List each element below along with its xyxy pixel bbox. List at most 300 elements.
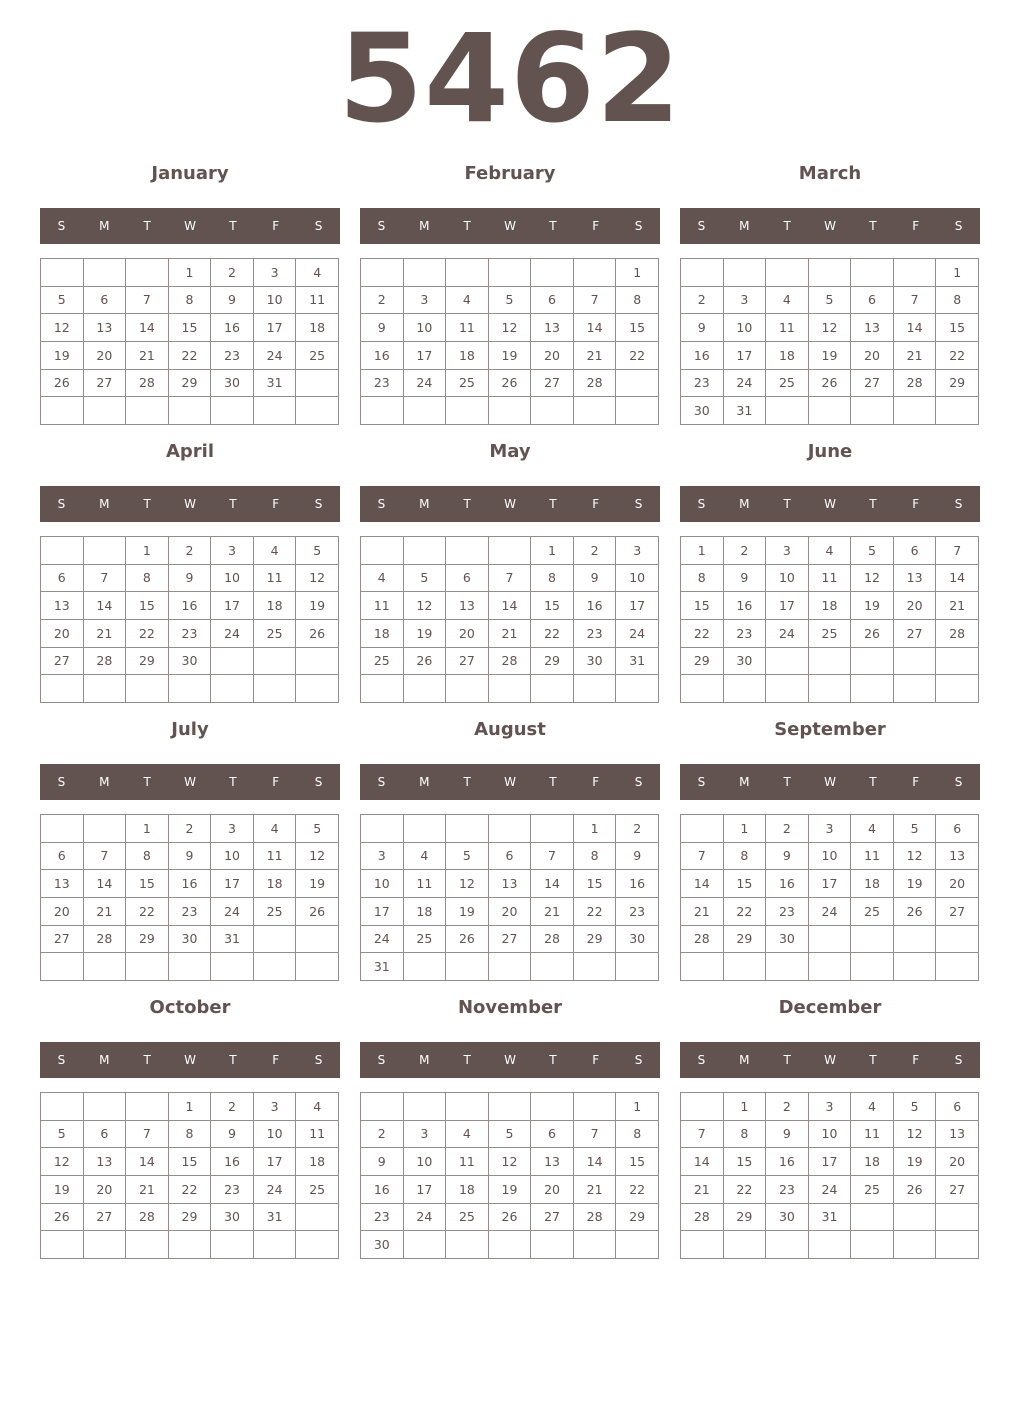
day-cell: 15 [616, 314, 659, 342]
weekday-label: M [739, 497, 750, 511]
day-cell: 17 [211, 592, 254, 620]
day-cell: 3 [808, 1093, 851, 1121]
week-row [681, 842, 979, 870]
day-cell: 11 [253, 564, 296, 592]
weekday-label: T [143, 497, 151, 511]
day-cell [488, 953, 531, 981]
day-cell: 1 [936, 259, 979, 287]
week-row [41, 953, 339, 981]
day-cell: 25 [766, 369, 809, 397]
day-cell: 12 [808, 314, 851, 342]
day-cell: 8 [936, 286, 979, 314]
week-row [361, 870, 659, 898]
day-cell: 11 [361, 592, 404, 620]
day-cell: 14 [126, 1148, 169, 1176]
day-cell [808, 259, 851, 287]
day-cell: 8 [616, 1120, 659, 1148]
day-cell: 26 [41, 369, 84, 397]
day-cell: 8 [168, 286, 211, 314]
week-row [681, 1175, 979, 1203]
day-cell: 5 [296, 815, 339, 843]
day-cell [808, 953, 851, 981]
day-cell: 24 [766, 619, 809, 647]
day-cell: 27 [488, 925, 531, 953]
weekday-label: S [954, 219, 963, 233]
day-cell: 22 [573, 897, 616, 925]
weekday-label: M [739, 775, 750, 789]
day-cell: 17 [766, 592, 809, 620]
day-cell: 22 [168, 1175, 211, 1203]
month-name: June [807, 441, 853, 462]
day-cell: 28 [573, 1203, 616, 1231]
day-cell [488, 675, 531, 703]
day-cell [766, 1231, 809, 1259]
weekday-label: W [504, 775, 516, 789]
week-row [361, 369, 659, 397]
day-cell: 2 [361, 1120, 404, 1148]
day-cell: 12 [446, 870, 489, 898]
day-cell: 22 [126, 897, 169, 925]
day-cell: 30 [211, 1203, 254, 1231]
week-row [41, 1120, 339, 1148]
day-cell [851, 647, 894, 675]
day-cell: 23 [211, 341, 254, 369]
weekday-label: F [592, 1053, 600, 1067]
day-cell: 21 [573, 341, 616, 369]
day-cell [211, 675, 254, 703]
weekday-label: S [634, 219, 643, 233]
day-cell: 13 [83, 1148, 126, 1176]
week-row [41, 592, 339, 620]
day-cell: 31 [253, 369, 296, 397]
day-cell [296, 647, 339, 675]
day-cell [253, 1231, 296, 1259]
day-cell: 1 [168, 1093, 211, 1121]
weekday-label: T [143, 775, 151, 789]
week-row [681, 675, 979, 703]
day-cell [766, 675, 809, 703]
day-cell [573, 675, 616, 703]
day-cell [766, 953, 809, 981]
day-cell: 3 [403, 286, 446, 314]
week-row [361, 619, 659, 647]
day-cell [296, 1231, 339, 1259]
day-cell: 22 [126, 619, 169, 647]
day-cell [766, 259, 809, 287]
day-cell: 25 [446, 369, 489, 397]
week-row [681, 1093, 979, 1121]
day-cell: 15 [531, 592, 574, 620]
day-cell: 2 [168, 537, 211, 565]
weekday-label: T [549, 775, 557, 789]
day-cell: 24 [253, 341, 296, 369]
day-cell: 10 [211, 842, 254, 870]
day-cell [893, 647, 936, 675]
month-name: September [774, 719, 886, 740]
day-cell: 29 [681, 647, 724, 675]
weekday-label: T [229, 219, 237, 233]
day-cell [253, 647, 296, 675]
day-cell: 9 [681, 314, 724, 342]
day-cell: 9 [723, 564, 766, 592]
day-cell [723, 1231, 766, 1259]
day-cell: 8 [723, 1120, 766, 1148]
day-cell: 28 [83, 647, 126, 675]
weekday-label: S [954, 775, 963, 789]
week-row [361, 842, 659, 870]
day-cell [573, 1231, 616, 1259]
weekday-label: S [314, 219, 323, 233]
month-name: February [464, 163, 556, 184]
day-cell: 7 [893, 286, 936, 314]
day-cell [83, 1093, 126, 1121]
day-cell: 7 [573, 1120, 616, 1148]
day-cell: 1 [573, 815, 616, 843]
day-cell [723, 675, 766, 703]
day-cell: 26 [296, 619, 339, 647]
weekday-header [40, 1042, 340, 1078]
day-cell: 16 [211, 1148, 254, 1176]
day-cell [126, 259, 169, 287]
day-cell: 19 [851, 592, 894, 620]
day-cell: 30 [723, 647, 766, 675]
day-cell: 24 [808, 1175, 851, 1203]
day-cell: 11 [296, 286, 339, 314]
week-row [41, 341, 339, 369]
day-cell: 20 [531, 1175, 574, 1203]
day-cell: 19 [41, 1175, 84, 1203]
day-cell: 13 [41, 870, 84, 898]
weekday-header [680, 1042, 980, 1078]
day-cell: 26 [488, 1203, 531, 1231]
week-row [681, 286, 979, 314]
day-cell: 4 [253, 537, 296, 565]
day-cell: 20 [41, 897, 84, 925]
weekday-label: T [549, 219, 557, 233]
weekday-label: M [99, 775, 110, 789]
day-cell [851, 675, 894, 703]
day-cell: 23 [766, 1175, 809, 1203]
day-cell [403, 1093, 446, 1121]
weekday-label: W [504, 219, 516, 233]
day-cell: 10 [403, 314, 446, 342]
day-cell: 9 [573, 564, 616, 592]
day-cell: 7 [83, 564, 126, 592]
day-cell [851, 259, 894, 287]
day-cell: 7 [681, 842, 724, 870]
day-cell [936, 647, 979, 675]
day-cell: 18 [808, 592, 851, 620]
day-cell: 22 [936, 341, 979, 369]
day-cell [681, 815, 724, 843]
day-cell [681, 1093, 724, 1121]
day-cell [851, 1231, 894, 1259]
day-cell: 10 [361, 870, 404, 898]
day-cell: 7 [681, 1120, 724, 1148]
day-cell: 13 [851, 314, 894, 342]
weekday-label: M [419, 775, 430, 789]
day-cell: 18 [446, 341, 489, 369]
weekday-label: W [184, 219, 196, 233]
weekday-header [360, 764, 660, 800]
day-cell: 29 [723, 1203, 766, 1231]
year-title: 5462 [338, 8, 682, 150]
weekday-label: S [57, 775, 66, 789]
day-cell [893, 259, 936, 287]
day-cell [936, 1231, 979, 1259]
day-cell [531, 815, 574, 843]
weekday-label: S [314, 1053, 323, 1067]
weekday-label: W [184, 497, 196, 511]
day-cell: 28 [83, 925, 126, 953]
month-name: October [149, 997, 231, 1018]
weekday-label: T [463, 1053, 471, 1067]
weekday-label: M [739, 219, 750, 233]
day-cell: 31 [808, 1203, 851, 1231]
day-cell: 12 [488, 1148, 531, 1176]
day-cell: 2 [573, 537, 616, 565]
day-cell: 1 [126, 815, 169, 843]
day-cell: 30 [681, 397, 724, 425]
day-cell: 17 [253, 314, 296, 342]
day-grid [360, 814, 659, 981]
day-cell: 16 [361, 1175, 404, 1203]
weekday-label: S [954, 497, 963, 511]
day-cell [616, 953, 659, 981]
day-cell: 17 [808, 870, 851, 898]
day-cell: 6 [893, 537, 936, 565]
day-cell [361, 1093, 404, 1121]
week-row [361, 925, 659, 953]
day-cell: 17 [211, 870, 254, 898]
week-row [681, 564, 979, 592]
weekday-label: T [463, 497, 471, 511]
weekday-header [360, 486, 660, 522]
weekday-label: W [824, 1053, 836, 1067]
day-cell: 11 [851, 1120, 894, 1148]
weekday-label: F [272, 497, 280, 511]
day-cell: 30 [573, 647, 616, 675]
weekday-label: T [143, 1053, 151, 1067]
day-cell: 16 [573, 592, 616, 620]
day-cell: 18 [851, 1148, 894, 1176]
weekday-label: S [57, 1053, 66, 1067]
day-cell [211, 397, 254, 425]
day-grid [680, 814, 979, 981]
day-cell [851, 397, 894, 425]
week-row [681, 1231, 979, 1259]
day-grid [360, 258, 659, 425]
weekday-label: T [869, 1053, 877, 1067]
week-row [681, 537, 979, 565]
day-cell [446, 1093, 489, 1121]
day-cell: 18 [253, 592, 296, 620]
day-cell [681, 953, 724, 981]
day-cell: 22 [723, 1175, 766, 1203]
day-cell: 12 [296, 564, 339, 592]
week-row [681, 592, 979, 620]
day-cell [531, 1231, 574, 1259]
day-cell: 8 [168, 1120, 211, 1148]
day-cell: 10 [211, 564, 254, 592]
day-cell: 11 [766, 314, 809, 342]
week-row [41, 259, 339, 287]
day-cell: 26 [808, 369, 851, 397]
weekday-label: F [912, 497, 920, 511]
week-row [41, 870, 339, 898]
day-cell: 1 [616, 1093, 659, 1121]
weekday-label: T [869, 497, 877, 511]
day-cell: 6 [851, 286, 894, 314]
day-cell: 23 [361, 369, 404, 397]
day-cell [616, 1231, 659, 1259]
day-cell: 6 [41, 564, 84, 592]
day-cell: 30 [361, 1231, 404, 1259]
day-cell: 26 [41, 1203, 84, 1231]
day-cell: 12 [893, 1120, 936, 1148]
weekday-label: F [912, 775, 920, 789]
day-cell: 3 [723, 286, 766, 314]
day-cell [403, 675, 446, 703]
day-cell [253, 397, 296, 425]
day-cell: 3 [616, 537, 659, 565]
day-cell: 8 [126, 564, 169, 592]
day-cell [488, 397, 531, 425]
day-cell: 5 [446, 842, 489, 870]
day-cell [616, 369, 659, 397]
day-cell [573, 1093, 616, 1121]
day-cell: 11 [403, 870, 446, 898]
day-cell: 23 [168, 619, 211, 647]
day-cell: 29 [616, 1203, 659, 1231]
day-cell [488, 1231, 531, 1259]
weekday-label: W [824, 219, 836, 233]
day-cell [488, 537, 531, 565]
day-cell: 14 [126, 314, 169, 342]
week-row [361, 647, 659, 675]
day-cell: 24 [211, 897, 254, 925]
day-cell: 27 [41, 647, 84, 675]
day-cell: 27 [83, 1203, 126, 1231]
day-grid [360, 1092, 659, 1259]
day-cell: 3 [808, 815, 851, 843]
day-cell: 16 [681, 341, 724, 369]
day-cell: 22 [681, 619, 724, 647]
day-cell: 12 [893, 842, 936, 870]
day-cell: 10 [766, 564, 809, 592]
day-cell [41, 1231, 84, 1259]
day-cell [531, 1093, 574, 1121]
weekday-label: W [504, 1053, 516, 1067]
day-cell [531, 675, 574, 703]
day-cell: 14 [488, 592, 531, 620]
day-cell: 13 [893, 564, 936, 592]
day-cell: 5 [893, 815, 936, 843]
day-cell: 13 [41, 592, 84, 620]
day-cell [446, 675, 489, 703]
day-cell: 28 [126, 369, 169, 397]
day-cell: 16 [361, 341, 404, 369]
day-cell [403, 953, 446, 981]
day-cell [936, 675, 979, 703]
day-cell [168, 953, 211, 981]
day-cell: 19 [41, 341, 84, 369]
day-cell: 6 [936, 815, 979, 843]
day-cell: 25 [851, 897, 894, 925]
day-cell: 15 [616, 1148, 659, 1176]
day-cell [253, 675, 296, 703]
day-cell: 13 [531, 1148, 574, 1176]
day-cell [446, 815, 489, 843]
weekday-header [680, 764, 980, 800]
month-name: April [165, 441, 215, 462]
day-cell: 19 [296, 870, 339, 898]
day-cell: 29 [168, 1203, 211, 1231]
day-cell: 27 [446, 647, 489, 675]
week-row [41, 897, 339, 925]
week-row [361, 1148, 659, 1176]
day-cell: 21 [573, 1175, 616, 1203]
day-cell: 30 [168, 647, 211, 675]
day-cell: 14 [573, 1148, 616, 1176]
day-cell: 16 [723, 592, 766, 620]
day-cell: 20 [893, 592, 936, 620]
day-grid [40, 258, 339, 425]
day-cell: 2 [616, 815, 659, 843]
day-cell: 14 [893, 314, 936, 342]
week-row [41, 619, 339, 647]
day-cell: 21 [893, 341, 936, 369]
day-cell: 30 [168, 925, 211, 953]
day-cell: 1 [126, 537, 169, 565]
weekday-label: T [229, 775, 237, 789]
day-cell: 20 [488, 897, 531, 925]
day-cell: 6 [41, 842, 84, 870]
day-cell: 25 [296, 341, 339, 369]
day-cell: 9 [211, 286, 254, 314]
week-row [681, 619, 979, 647]
day-cell: 14 [531, 870, 574, 898]
day-cell: 27 [41, 925, 84, 953]
day-cell: 13 [531, 314, 574, 342]
day-cell: 27 [936, 1175, 979, 1203]
day-cell: 25 [296, 1175, 339, 1203]
day-cell: 4 [808, 537, 851, 565]
day-cell: 3 [211, 815, 254, 843]
day-cell: 10 [253, 286, 296, 314]
day-cell: 16 [766, 870, 809, 898]
day-cell: 27 [936, 897, 979, 925]
day-cell: 5 [41, 1120, 84, 1148]
day-cell: 4 [403, 842, 446, 870]
day-cell [531, 259, 574, 287]
day-cell: 16 [168, 592, 211, 620]
day-cell: 17 [361, 897, 404, 925]
day-cell: 12 [488, 314, 531, 342]
day-cell: 3 [253, 259, 296, 287]
day-cell [83, 815, 126, 843]
day-cell [41, 1093, 84, 1121]
week-row [361, 1203, 659, 1231]
month-name: August [474, 719, 546, 740]
day-grid [40, 536, 339, 703]
day-cell [488, 259, 531, 287]
day-cell: 11 [851, 842, 894, 870]
week-row [361, 675, 659, 703]
day-cell: 19 [403, 619, 446, 647]
day-cell: 11 [446, 314, 489, 342]
day-cell: 11 [446, 1148, 489, 1176]
